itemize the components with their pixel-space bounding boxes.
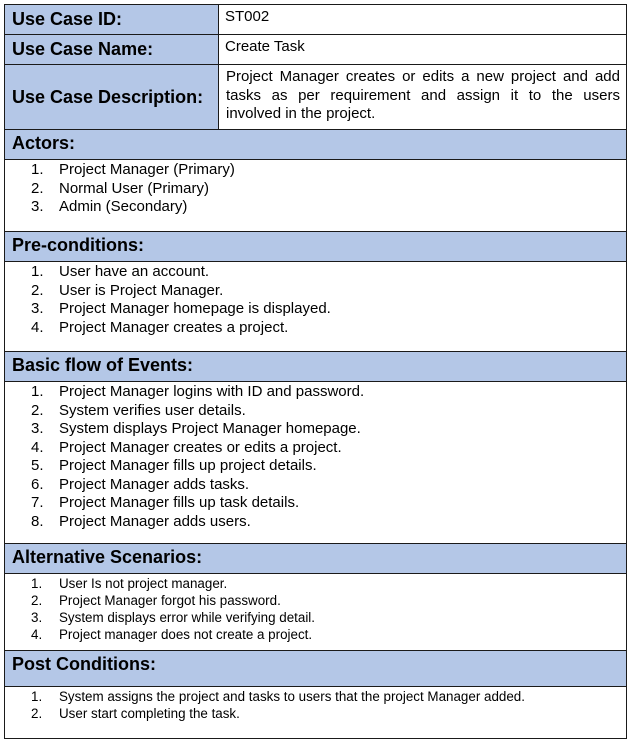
use-case-name-value: Create Task — [219, 35, 627, 65]
alternatives-list — [5, 575, 626, 643]
postconditions-cell — [5, 687, 627, 739]
row-alternatives-list — [5, 574, 627, 651]
use-case-description-label: Use Case Description: — [5, 65, 219, 130]
basic-flow-cell — [5, 382, 627, 544]
use-case-name-label: Use Case Name: — [5, 35, 219, 65]
list-item: 1. System assigns the project and tasks to users that the project Manager added. — [31, 689, 525, 704]
basic-flow-list — [5, 383, 626, 531]
preconditions-cell — [5, 262, 627, 352]
actors-list — [5, 161, 626, 217]
list-item: 3. Project Manager homepage is displayed. — [31, 300, 331, 317]
row-actors-list — [5, 160, 627, 232]
list-item: 1. User have an account. — [31, 263, 210, 280]
list-item: 4. Project manager does not create a project. — [31, 627, 313, 642]
postconditions-list — [5, 688, 626, 722]
list-item: 4. Project Manager creates or edits a project. — [31, 438, 342, 456]
actors-cell — [5, 160, 627, 232]
alternatives-cell — [5, 574, 627, 651]
row-preconditions-header — [5, 232, 627, 262]
use-case-id-value: ST002 — [219, 5, 627, 35]
use-case-table — [4, 4, 627, 739]
list-item: 6. Project Manager adds tasks. — [31, 475, 250, 493]
list-item: 2. User is Project Manager. — [31, 281, 224, 299]
row-actors-header — [5, 130, 627, 160]
list-item: 7. Project Manager fills up task details. — [31, 494, 300, 511]
row-use-case-id — [5, 5, 627, 35]
row-use-case-description — [5, 65, 627, 130]
list-item: 1. Project Manager (Primary) — [31, 161, 235, 178]
list-item: 3. System displays error while verifying detail. — [31, 610, 316, 625]
preconditions-list — [5, 263, 626, 337]
alternatives-heading: Alternative Scenarios: — [5, 544, 627, 574]
use-case-document — [4, 4, 626, 739]
list-item: 1. User Is not project manager. — [31, 576, 228, 591]
use-case-description-value: Project Manager creates or edits a new project and add tasks as per requirement and assign it to the users involved in the project. — [219, 65, 627, 130]
list-item: 2. System verifies user details. — [31, 401, 246, 419]
list-item: 2. Normal User (Primary) — [31, 179, 209, 197]
list-item: 2. Project Manager forgot his password. — [31, 593, 281, 608]
row-basic-flow-header — [5, 352, 627, 382]
row-basic-flow-list — [5, 382, 627, 544]
row-alternatives-header — [5, 544, 627, 574]
list-item: 1. Project Manager logins with ID and password. — [31, 383, 365, 400]
row-postconditions-header — [5, 651, 627, 687]
actors-heading: Actors: — [5, 130, 627, 160]
use-case-id-label: Use Case ID: — [5, 5, 219, 35]
basic-flow-heading: Basic flow of Events: — [5, 352, 627, 382]
row-preconditions-list — [5, 262, 627, 352]
postconditions-heading: Post Conditions: — [5, 651, 627, 687]
row-use-case-name — [5, 35, 627, 65]
row-postconditions-list — [5, 687, 627, 739]
list-item: 8. Project Manager adds users. — [31, 512, 251, 530]
list-item: 3. System displays Project Manager homepage. — [31, 420, 361, 437]
list-item: 2. User start completing the task. — [31, 706, 240, 721]
list-item: 3. Admin (Secondary) — [31, 198, 188, 215]
list-item: 4. Project Manager creates a project. — [31, 318, 289, 336]
list-item: 5. Project Manager fills up project details. — [31, 457, 317, 474]
preconditions-heading: Pre-conditions: — [5, 232, 627, 262]
